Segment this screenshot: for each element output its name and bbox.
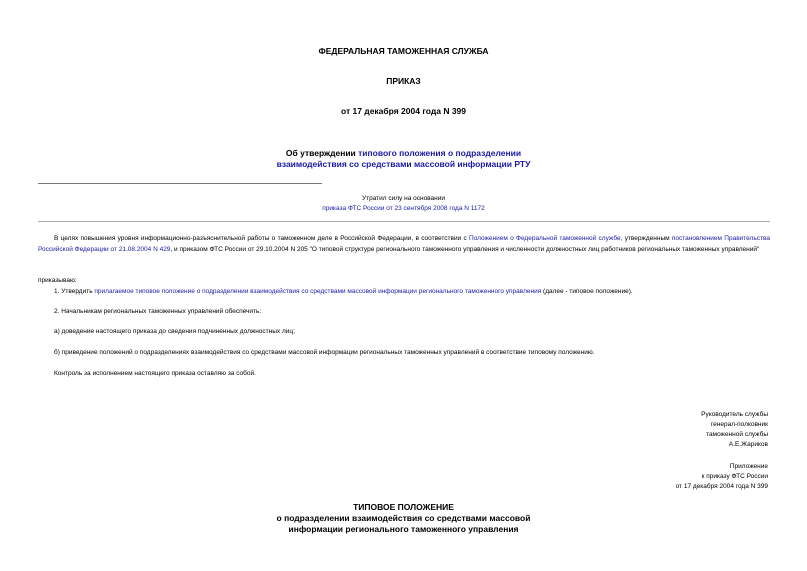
preamble-text-2: , утвержденным — [620, 235, 672, 242]
preamble-text-1: В целях повышения уровня информационно-разъяснительной работы о таможенном деле в Российской Федерации, в соответствии с — [54, 235, 470, 242]
order-item-1-prefix: 1. Утвердить — [54, 288, 95, 295]
order-item-2: 2. Начальникам региональных таможенных управлений обеспечить: — [54, 308, 262, 315]
regulation-subtitle-line-2: информации регионального таможенного управления — [288, 524, 519, 534]
header-date-line: от 17 декабря 2004 года N 399 — [340, 106, 467, 116]
order-intro: приказываю: — [38, 277, 77, 284]
signature-line-3: таможенной службы — [706, 431, 768, 438]
order-item-2a: а) доведение настоящего приказа до сведения подчиненных должностных лиц; — [54, 328, 295, 335]
order-control: Контроль за исполнением настоящего приказа оставляю за собой. — [54, 370, 256, 377]
header-agency: ФЕДЕРАЛЬНАЯ ТАМОЖЕННАЯ СЛУЖБА — [318, 46, 489, 56]
preamble-paragraph — [38, 234, 770, 255]
appendix-block — [518, 462, 768, 492]
signature-line-4: А.Е.Жариков — [728, 441, 768, 448]
signature-block — [518, 410, 768, 450]
document-title — [0, 148, 807, 170]
appendix-line-3: от 17 декабря 2004 года N 399 — [675, 483, 768, 490]
regulation-heading — [0, 502, 807, 535]
status-link[interactable]: приказа ФТС России от 23 сентября 2008 года N 1172 — [322, 205, 485, 212]
status-note — [0, 194, 807, 214]
regulation-subtitle-line-1: о подразделении взаимодействия со средствами массовой — [276, 513, 531, 523]
order-item-2b: б) приведение положений о подразделениях взаимодействия со средствами массовой информации региональных таможенных управлений в соответствие типовому положению. — [54, 349, 595, 356]
signature-line-1: Руководитель службы — [701, 411, 768, 418]
title-rule — [38, 183, 322, 184]
order-item-1-link[interactable]: прилагаемое типовое положение о подразделении взаимодействия со средствами массовой информации регионального таможенного управления — [94, 288, 542, 295]
regulation-title: ТИПОВОЕ ПОЛОЖЕНИЕ — [353, 502, 454, 512]
preamble-text-3: , и приказом ФТС России от 29.10.2004 N 205 "О типовой структуре регионального таможенного управления и численности должностных лиц работников региональных таможенных управлений" — [170, 245, 760, 253]
appendix-line-1: Приложение — [729, 463, 768, 470]
appendix-line-2: к приказу ФТС России — [701, 473, 768, 480]
order-item-1-suffix: (далее - типовое положение). — [541, 288, 633, 295]
status-rule — [38, 221, 770, 222]
title-link-line1[interactable]: типового положения о подразделении — [358, 148, 522, 158]
preamble-link-regulation[interactable]: Положением о Федеральной таможенной службе — [469, 235, 621, 242]
title-link-line2[interactable]: взаимодействия со средствами массовой информации РТУ — [276, 159, 531, 169]
order-item-1 — [54, 287, 770, 298]
title-prefix: Об утверждении — [285, 148, 359, 158]
status-line: Утратил силу на основании — [361, 195, 446, 202]
signature-line-2: генерал-полковник — [710, 421, 768, 428]
header-doc-type: ПРИКАЗ — [386, 76, 421, 86]
preamble-link-government-decree[interactable]: постановлением Правительства Российской Федерации от 21.08.2004 N 429 — [38, 235, 770, 253]
